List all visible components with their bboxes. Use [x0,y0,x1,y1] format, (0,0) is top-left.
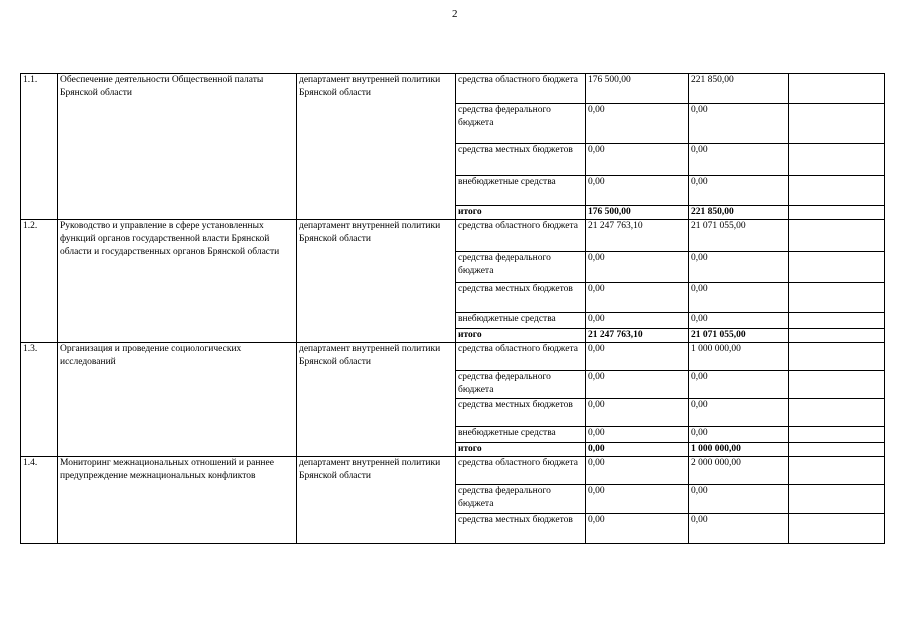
funding-source: внебюджетные средства [456,313,586,329]
amount-column-1: 0,00 [586,343,689,371]
amount-column-2: 2 000 000,00 [689,457,789,485]
empty-cell [789,74,885,104]
amount-column-2: 1 000 000,00 [689,343,789,371]
empty-cell [789,427,885,443]
amount-column-2: 0,00 [689,427,789,443]
empty-cell [789,457,885,485]
amount-column-1: 0,00 [586,371,689,399]
funding-source: средства местных бюджетов [456,144,586,176]
amount-column-1: 0,00 [586,457,689,485]
empty-cell [789,176,885,206]
amount-column-1: 0,00 [586,514,689,544]
section-name: Мониторинг межнациональных отношений и раннее предупреждение межнациональных конфликтов [58,457,297,544]
amount-column-2: 0,00 [689,144,789,176]
amount-column-1: 0,00 [586,283,689,313]
empty-cell [789,399,885,427]
amount-column-2: 221 850,00 [689,206,789,220]
amount-column-2: 0,00 [689,485,789,514]
funding-source: средства местных бюджетов [456,283,586,313]
amount-column-1: 176 500,00 [586,206,689,220]
funding-source: итого [456,329,586,343]
executor: департамент внутренней политики Брянской области [297,343,456,457]
empty-cell [789,329,885,343]
amount-column-2: 21 071 055,00 [689,329,789,343]
section-number: 1.1. [21,74,58,220]
empty-cell [789,443,885,457]
table-row [21,343,885,371]
section-name: Руководство и управление в сфере установленных функций органов государственной власти Брянской области и государственных органов Брянской области [58,220,297,343]
funding-source: средства областного бюджета [456,74,586,104]
budget-table [20,73,885,544]
amount-column-2: 0,00 [689,399,789,427]
table-row [21,457,885,485]
amount-column-2: 0,00 [689,313,789,329]
funding-source: средства областного бюджета [456,457,586,485]
funding-source: средства федерального бюджета [456,104,586,144]
empty-cell [789,343,885,371]
amount-column-2: 0,00 [689,176,789,206]
funding-source: средства местных бюджетов [456,514,586,544]
section-number: 1.2. [21,220,58,343]
executor: департамент внутренней политики Брянской области [297,220,456,343]
funding-source: внебюджетные средства [456,427,586,443]
amount-column-1: 0,00 [586,443,689,457]
amount-column-2: 221 850,00 [689,74,789,104]
amount-column-2: 0,00 [689,514,789,544]
section-name: Организация и проведение социологических исследований [58,343,297,457]
amount-column-2: 0,00 [689,283,789,313]
section-number: 1.4. [21,457,58,544]
empty-cell [789,104,885,144]
funding-source: итого [456,443,586,457]
section-number: 1.3. [21,343,58,457]
amount-column-2: 1 000 000,00 [689,443,789,457]
amount-column-1: 0,00 [586,399,689,427]
amount-column-1: 21 247 763,10 [586,329,689,343]
executor: департамент внутренней политики Брянской области [297,74,456,220]
amount-column-1: 0,00 [586,144,689,176]
amount-column-1: 21 247 763,10 [586,220,689,252]
amount-column-2: 0,00 [689,104,789,144]
empty-cell [789,514,885,544]
funding-source: средства местных бюджетов [456,399,586,427]
amount-column-1: 0,00 [586,176,689,206]
empty-cell [789,144,885,176]
amount-column-2: 0,00 [689,252,789,283]
amount-column-1: 0,00 [586,485,689,514]
amount-column-1: 0,00 [586,313,689,329]
table-row [21,220,885,252]
empty-cell [789,252,885,283]
amount-column-1: 0,00 [586,104,689,144]
executor: департамент внутренней политики Брянской области [297,457,456,544]
funding-source: средства областного бюджета [456,220,586,252]
empty-cell [789,283,885,313]
funding-source: внебюджетные средства [456,176,586,206]
amount-column-1: 0,00 [586,427,689,443]
amount-column-1: 0,00 [586,252,689,283]
funding-source: средства федерального бюджета [456,485,586,514]
empty-cell [789,220,885,252]
funding-source: средства областного бюджета [456,343,586,371]
amount-column-2: 21 071 055,00 [689,220,789,252]
funding-source: итого [456,206,586,220]
empty-cell [789,485,885,514]
empty-cell [789,371,885,399]
funding-source: средства федерального бюджета [456,371,586,399]
page-number: 2 [452,8,458,20]
section-name: Обеспечение деятельности Общественной палаты Брянской области [58,74,297,220]
amount-column-1: 176 500,00 [586,74,689,104]
table-row [21,74,885,104]
empty-cell [789,206,885,220]
funding-source: средства федерального бюджета [456,252,586,283]
amount-column-2: 0,00 [689,371,789,399]
empty-cell [789,313,885,329]
